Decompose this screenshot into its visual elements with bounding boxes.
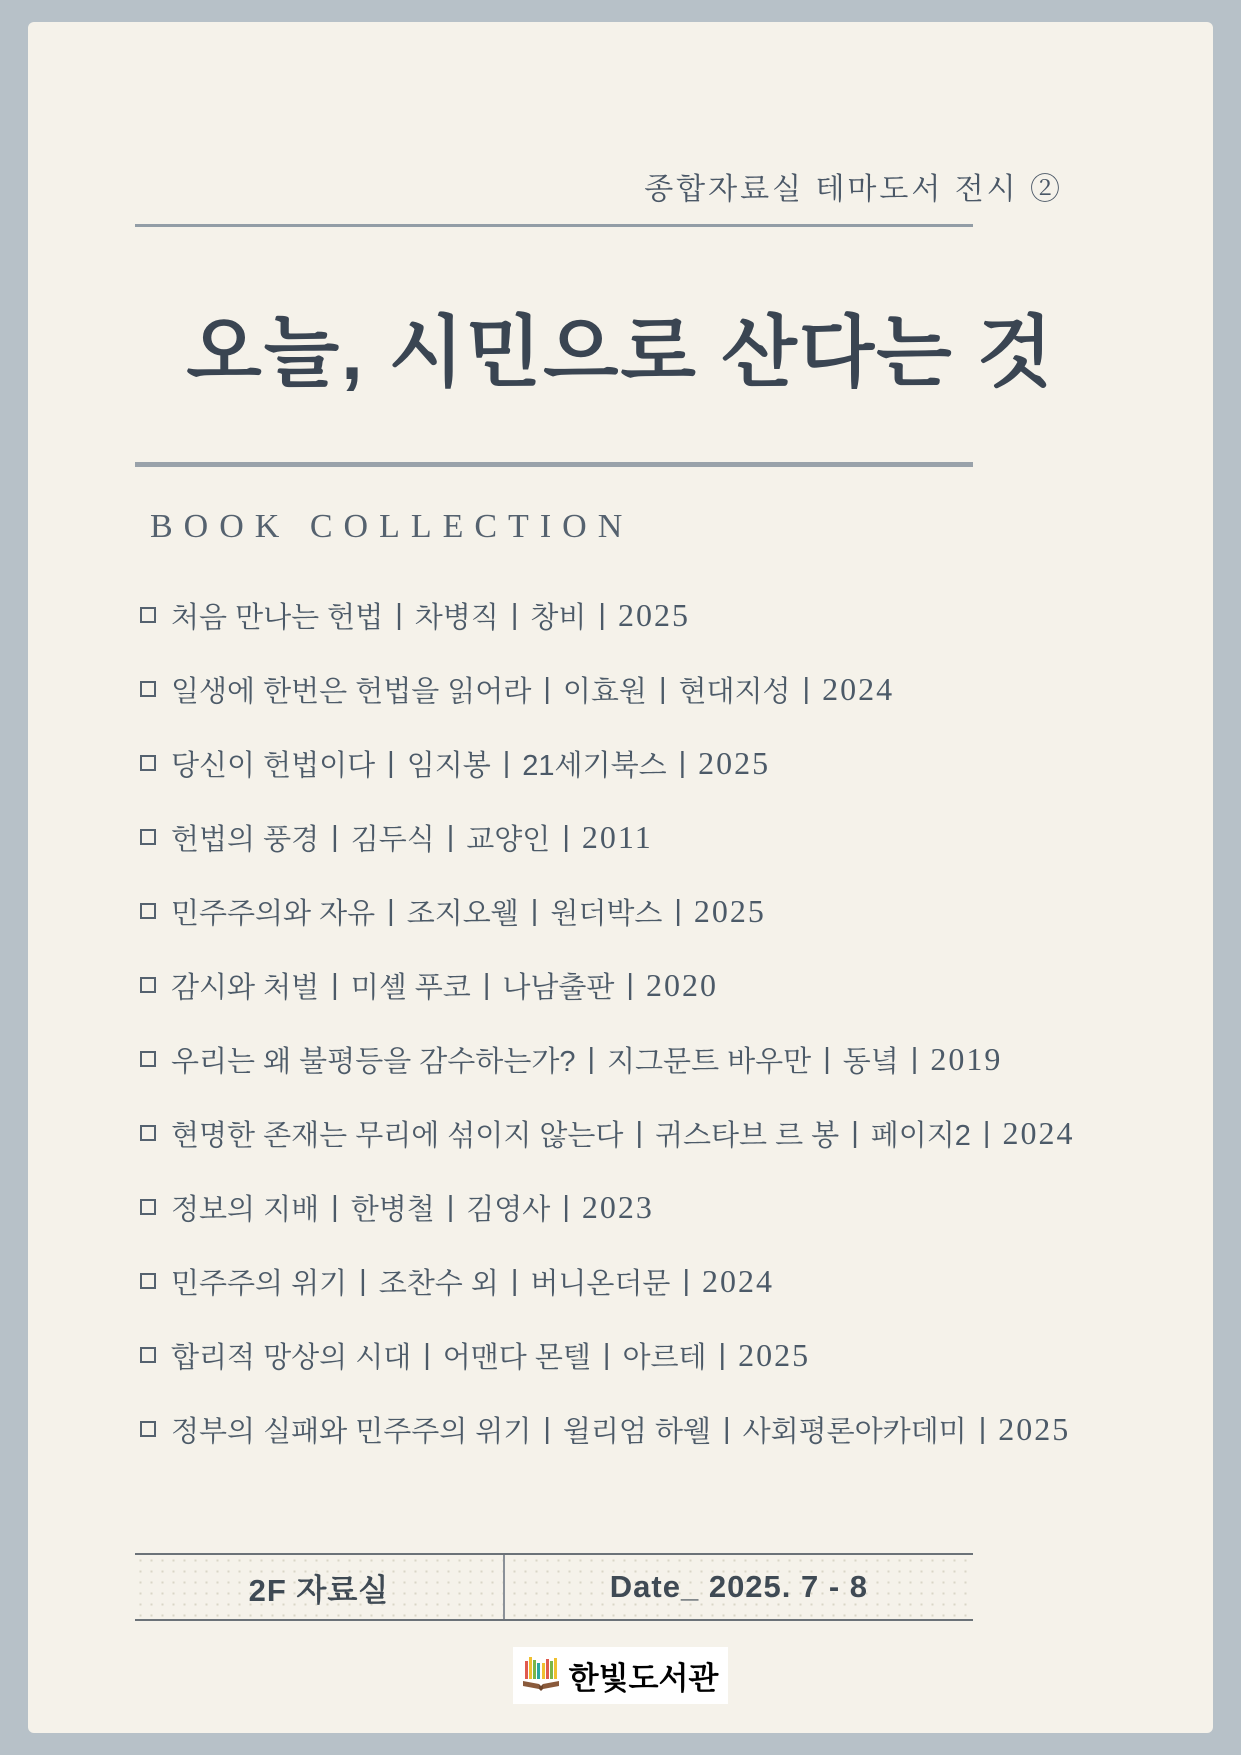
separator: | <box>598 598 606 631</box>
book-publisher: 사회평론아카데미 <box>742 1415 967 1448</box>
book-title: 정부의 실패와 민주주의 위기 <box>171 1415 532 1448</box>
checkbox-icon <box>140 1273 156 1289</box>
book-list-item <box>140 874 1150 948</box>
book-author: 조지오웰 <box>406 897 519 930</box>
section-heading: BOOK COLLECTION <box>150 508 634 545</box>
book-title: 일생에 한번은 헌법을 읽어라 <box>171 675 532 708</box>
book-list-item <box>140 1022 1150 1096</box>
separator: | <box>910 1042 919 1075</box>
book-author: 이효원 <box>562 675 647 708</box>
book-publisher: 동녘 <box>842 1045 899 1078</box>
book-title: 정보의 지배 <box>171 1193 320 1226</box>
book-author: 차병직 <box>414 601 499 634</box>
separator: | <box>446 1190 455 1223</box>
book-title: 헌법의 풍경 <box>171 823 320 856</box>
separator: | <box>562 1190 570 1223</box>
checkbox-icon <box>140 755 156 771</box>
book-title: 처음 만나는 헌법 <box>171 601 384 634</box>
separator: | <box>802 672 811 705</box>
book-author: 김두식 <box>350 823 435 856</box>
book-author: 지그문트 바우만 <box>607 1045 812 1078</box>
separator: | <box>387 746 395 779</box>
separator: | <box>718 1338 727 1371</box>
library-logo-box <box>513 1647 729 1704</box>
book-list-item <box>140 1244 1150 1318</box>
footer-date: Date_ 2025. 7 - 8 <box>609 1569 869 1604</box>
checkbox-icon <box>140 829 156 845</box>
footer-info-band <box>135 1553 973 1621</box>
book-publisher: 페이지2 <box>870 1119 971 1152</box>
book-publisher: 현대지성 <box>678 675 791 708</box>
book-publisher: 아르테 <box>622 1341 707 1374</box>
header-divider-line <box>135 224 973 227</box>
checkbox-icon <box>140 681 156 697</box>
page-title: 오늘, 시민으로 산다는 것 <box>186 308 1055 396</box>
book-list-item <box>140 800 1150 874</box>
book-list-item <box>140 726 1150 800</box>
checkbox-icon <box>140 977 156 993</box>
book-author: 미셸 푸코 <box>350 971 471 1004</box>
checkbox-icon <box>140 1051 156 1067</box>
book-year: 2023 <box>581 1188 654 1225</box>
checkbox-icon <box>140 903 156 919</box>
book-year: 2019 <box>930 1040 1003 1077</box>
book-list-item <box>140 948 1150 1022</box>
book-publisher: 버니온더문 <box>530 1267 671 1300</box>
separator: | <box>331 1190 339 1223</box>
separator: | <box>674 894 682 927</box>
separator: | <box>682 1264 690 1297</box>
separator: | <box>359 1264 367 1297</box>
exhibit-header: 종합자료실 테마도서 전시 ② <box>644 173 1063 206</box>
separator: | <box>530 894 539 927</box>
separator: | <box>446 820 455 853</box>
separator: | <box>510 598 519 631</box>
separator: | <box>510 1264 519 1297</box>
book-year: 2025 <box>617 596 690 633</box>
book-list-item <box>140 1318 1150 1392</box>
book-year: 2020 <box>645 966 718 1003</box>
separator: | <box>602 1338 611 1371</box>
title-divider-line <box>135 462 973 467</box>
open-book-icon <box>519 1651 563 1700</box>
separator: | <box>331 820 339 853</box>
separator: | <box>658 672 667 705</box>
book-title: 민주주의 위기 <box>171 1267 348 1300</box>
book-title: 합리적 망상의 시대 <box>171 1341 412 1374</box>
book-author: 임지봉 <box>406 749 491 782</box>
separator: | <box>395 598 403 631</box>
separator: | <box>502 746 511 779</box>
book-year: 2024 <box>822 670 895 707</box>
separator: | <box>482 968 491 1001</box>
separator: | <box>543 672 551 705</box>
footer-location: 2F 자료실 <box>135 1555 505 1619</box>
separator: | <box>723 1412 731 1445</box>
book-year: 2025 <box>698 744 771 781</box>
separator: | <box>331 968 339 1001</box>
checkbox-icon <box>140 607 156 623</box>
book-title: 우리는 왜 불평등을 감수하는가? <box>171 1045 576 1078</box>
book-publisher: 창비 <box>530 601 587 634</box>
checkbox-icon <box>140 1347 156 1363</box>
book-year: 2024 <box>1002 1114 1075 1151</box>
separator: | <box>978 1412 987 1445</box>
book-year: 2025 <box>738 1336 811 1373</box>
book-title: 당신이 헌법이다 <box>171 749 376 782</box>
separator: | <box>543 1412 551 1445</box>
book-title: 감시와 처벌 <box>171 971 320 1004</box>
book-publisher: 21세기북스 <box>522 749 667 782</box>
book-author: 조찬수 외 <box>378 1267 499 1300</box>
checkbox-icon <box>140 1125 156 1141</box>
book-author: 한병철 <box>350 1193 435 1226</box>
library-name: 한빛도서관 <box>568 1661 719 1696</box>
book-title: 민주주의와 자유 <box>171 897 376 930</box>
book-year: 2025 <box>998 1410 1071 1447</box>
book-publisher: 원더박스 <box>550 897 663 930</box>
separator: | <box>562 820 570 853</box>
book-list <box>140 578 1150 1466</box>
book-year: 2025 <box>693 892 766 929</box>
book-publisher: 교양인 <box>466 823 551 856</box>
book-author: 귀스타브 르 봉 <box>655 1119 840 1152</box>
poster-card <box>28 22 1213 1733</box>
separator: | <box>626 968 634 1001</box>
book-publisher: 나남출판 <box>502 971 615 1004</box>
separator: | <box>851 1116 859 1149</box>
separator: | <box>635 1116 643 1149</box>
separator: | <box>982 1116 991 1149</box>
book-list-item <box>140 652 1150 726</box>
book-list-item <box>140 1170 1150 1244</box>
book-publisher: 김영사 <box>466 1193 551 1226</box>
separator: | <box>423 1338 431 1371</box>
book-title: 현명한 존재는 무리에 섞이지 않는다 <box>171 1119 624 1152</box>
checkbox-icon <box>140 1421 156 1437</box>
book-author: 윌리엄 하웰 <box>562 1415 712 1448</box>
checkbox-icon <box>140 1199 156 1215</box>
book-author: 어맨다 몬텔 <box>442 1341 591 1374</box>
book-list-item <box>140 578 1150 652</box>
book-list-item <box>140 1096 1150 1170</box>
separator: | <box>678 746 687 779</box>
separator: | <box>387 894 395 927</box>
separator: | <box>823 1042 831 1075</box>
book-year: 2024 <box>702 1262 774 1299</box>
separator: | <box>587 1042 596 1075</box>
library-logo <box>28 1647 1213 1704</box>
book-list-item <box>140 1392 1150 1466</box>
book-year: 2011 <box>581 818 653 855</box>
